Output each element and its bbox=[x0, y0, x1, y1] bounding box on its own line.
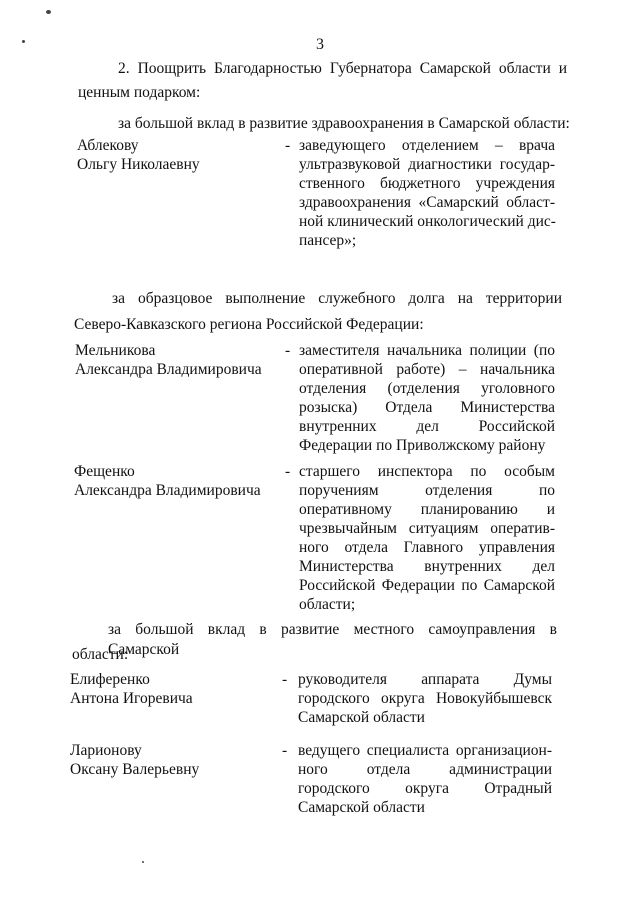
page-number: 3 bbox=[316, 36, 324, 53]
entry-dash: - bbox=[285, 463, 291, 480]
recipient-position: ведущего специалиста организацион- ного отдела администрации городского округа Отрадный Самарской области bbox=[298, 742, 552, 816]
intro-line-2: ценным подарком: bbox=[78, 84, 201, 101]
section-heading: за большой вклад в развитие здравоохранения в Самарской области: bbox=[118, 115, 570, 132]
entry-dash: - bbox=[282, 742, 288, 759]
entry-dash: - bbox=[285, 137, 291, 154]
recipient-position: старшего инспектора по особым поручениям отделения по оперативному планированию и чрезвычайным ситуациям оператив- ного отдела Главного управления Министерства внутренних дел Российской Федерации по Самарской области; bbox=[299, 463, 555, 613]
recipient-name: Елиференко Антона Игоревича bbox=[70, 671, 193, 707]
recipient-position: руководителя аппарата Думы городского округа Новокуйбышевск Самарской области bbox=[298, 671, 552, 726]
scan-speck bbox=[46, 10, 51, 14]
section-heading: за большой вклад в развитие местного самоуправления в Самарской bbox=[108, 621, 557, 658]
recipient-position: заведующего отделением – врача ультразвуковой диагностики государ- ственного бюджетного учреждения здравоохранения «Самарский област- ной клинический онкологический дис- пансер»; bbox=[299, 137, 556, 249]
intro-line-1: 2. Поощрить Благодарностью Губернатора Самарской области и bbox=[118, 60, 567, 77]
section-heading-cont: области: bbox=[72, 646, 129, 663]
entry-dash: - bbox=[282, 671, 288, 688]
recipient-name: Ларионову Оксану Валерьевну bbox=[70, 742, 200, 778]
recipient-name: Аблекову Ольгу Николаевну bbox=[77, 137, 200, 173]
section-heading-cont: Северо-Кавказского региона Российской Федерации: bbox=[74, 316, 424, 333]
entry-dash: - bbox=[285, 342, 291, 359]
recipient-name: Мельникова Александра Владимировича bbox=[75, 342, 262, 378]
recipient-name: Фещенко Александра Владимировича bbox=[74, 463, 261, 499]
section-heading: за образцовое выполнение служебного долга на территории bbox=[112, 290, 562, 307]
recipient-position: заместителя начальника полиции (по оперативной работе) – начальника отделения (отделения уголовного розыска) Отдела Министерства внутренних дел Российской Федерации по Приволжскому району bbox=[299, 342, 555, 454]
scan-speck bbox=[142, 861, 144, 863]
